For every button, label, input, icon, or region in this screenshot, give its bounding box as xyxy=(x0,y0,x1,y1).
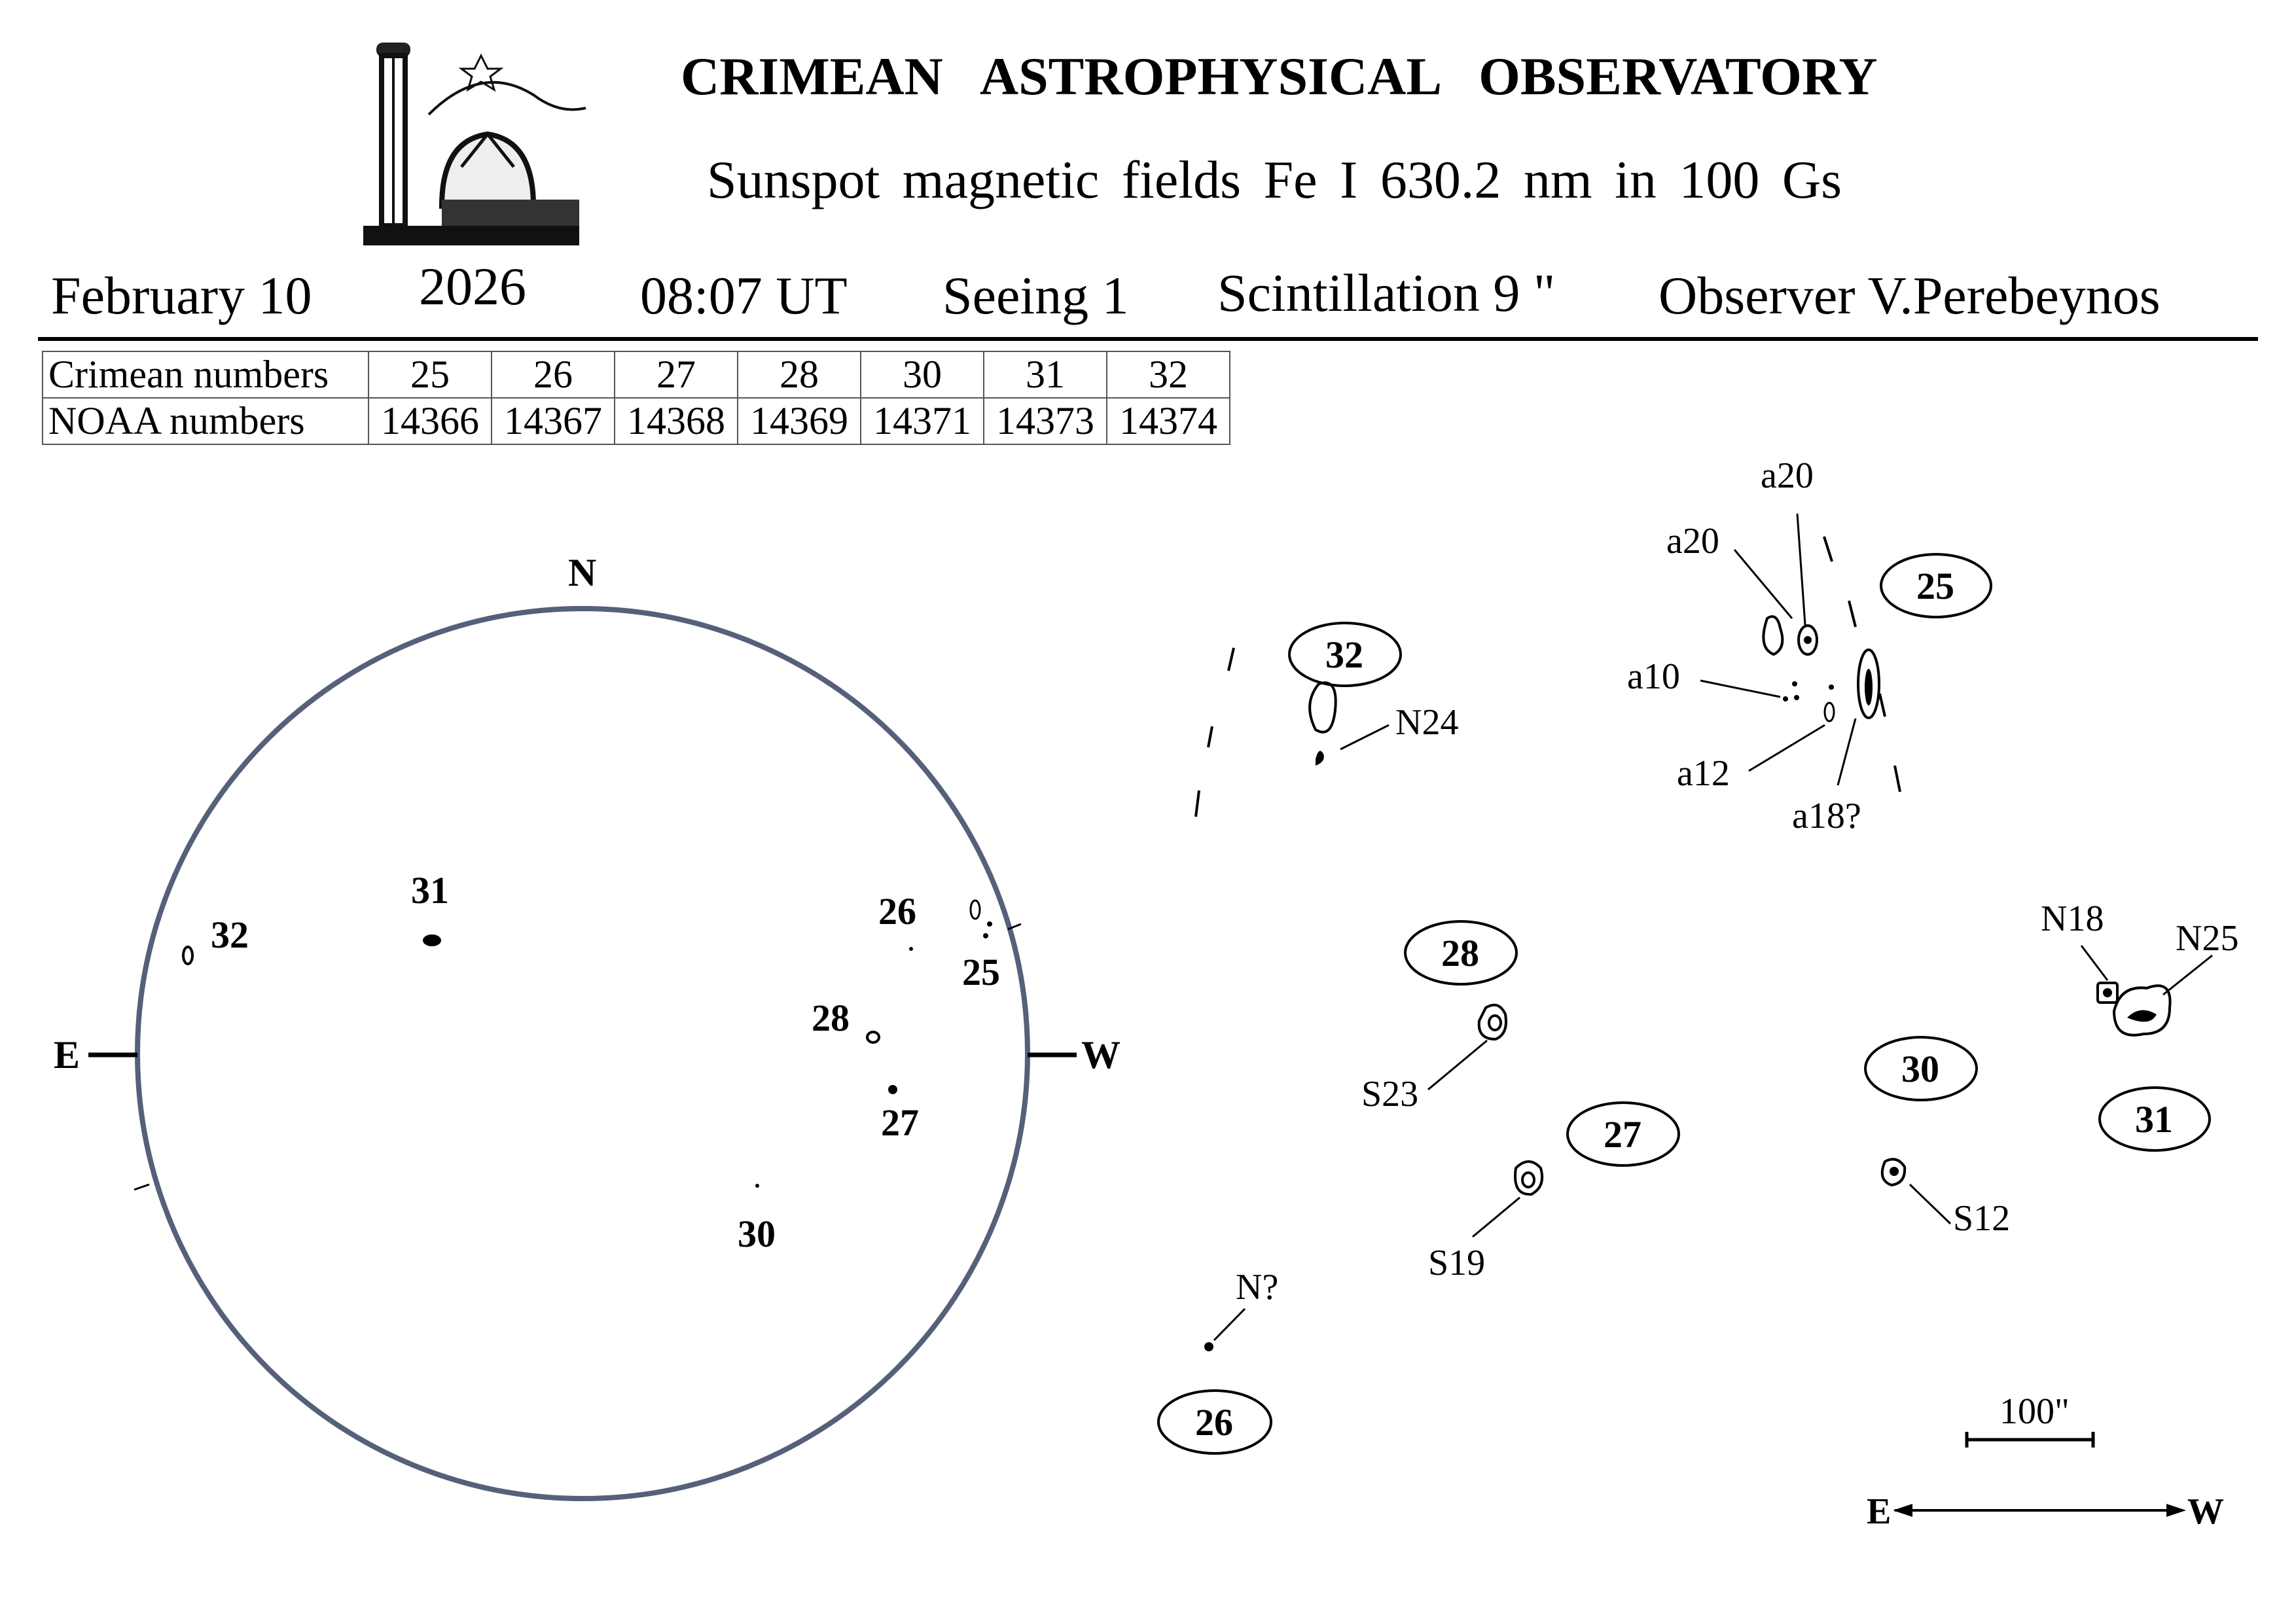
scintillation-value: Scintillation 9 " xyxy=(1217,263,1556,323)
group-number: 32 xyxy=(1325,633,1363,676)
group-32 xyxy=(1196,623,1458,817)
disk-spot-28 xyxy=(867,1032,879,1042)
solar-disk xyxy=(54,551,1121,1499)
observation-time: 08:07 UT xyxy=(640,266,848,325)
crimean-number: 27 xyxy=(615,351,738,398)
leader-line xyxy=(1700,681,1780,697)
spot-contour xyxy=(1825,703,1834,721)
disk-spot-32 xyxy=(183,947,192,964)
group-31 xyxy=(2041,898,2238,1150)
limb-arc xyxy=(1824,537,1900,792)
spot-umbra xyxy=(1316,751,1324,766)
field-label: a20 xyxy=(1761,455,1814,496)
spot-umbra xyxy=(1489,1016,1501,1030)
crimean-number: 31 xyxy=(984,351,1107,398)
disk-spot-27 xyxy=(888,1085,897,1094)
crimean-number: 30 xyxy=(861,351,984,398)
field-label: a12 xyxy=(1677,753,1730,794)
field-label: S12 xyxy=(1953,1198,2011,1239)
field-label: S19 xyxy=(1428,1243,1486,1283)
disk-limb xyxy=(137,609,1028,1499)
limb-arc xyxy=(1196,648,1234,817)
crimean-number: 26 xyxy=(492,351,615,398)
leader-line xyxy=(1428,1040,1487,1090)
noaa-number: 14366 xyxy=(368,398,492,444)
leader-line xyxy=(1749,725,1825,771)
leader-line xyxy=(1340,725,1389,749)
spot-dot xyxy=(1794,695,1799,700)
arrow-east-label: E xyxy=(1867,1491,1892,1532)
group-number: 28 xyxy=(1441,932,1479,974)
spot-umbra xyxy=(1804,636,1812,644)
spot-dot xyxy=(1783,696,1788,702)
group-number: 31 xyxy=(2135,1098,2173,1141)
west-label: W xyxy=(1081,1033,1121,1076)
disk-label-27: 27 xyxy=(881,1101,919,1144)
noaa-number: 14373 xyxy=(984,398,1107,444)
disk-spot-25c xyxy=(983,933,988,938)
spot-umbra xyxy=(1865,669,1873,705)
leader-line xyxy=(2081,946,2108,980)
north-label: N xyxy=(568,551,597,594)
group-25 xyxy=(1627,455,1991,836)
disk-label-25: 25 xyxy=(962,951,1000,993)
spot-contour xyxy=(1763,616,1782,654)
group-26 xyxy=(1158,1267,1278,1453)
disk-spot-26 xyxy=(909,947,913,951)
observation-date: February 10 xyxy=(51,266,312,325)
disk-spot-25b xyxy=(987,921,992,927)
observer-name: Observer V.Perebeynos xyxy=(1659,266,2161,325)
group-27 xyxy=(1428,1103,1679,1283)
leader-line xyxy=(1473,1198,1520,1237)
disk-label-26: 26 xyxy=(878,890,916,933)
leader-line xyxy=(1214,1309,1245,1340)
chart-subtitle: Sunspot magnetic fields Fe I 630.2 nm in 100 Gs xyxy=(707,150,1842,209)
field-label: N? xyxy=(1236,1267,1279,1307)
spot-umbra xyxy=(2103,988,2112,997)
disk-spot-25 xyxy=(971,900,980,919)
field-label: N18 xyxy=(2041,898,2104,939)
field-label: a18? xyxy=(1792,796,1861,836)
scale-label: 100" xyxy=(2000,1391,2070,1432)
field-label: a10 xyxy=(1627,656,1680,697)
group-number: 25 xyxy=(1916,565,1954,607)
spot-dot xyxy=(1204,1342,1213,1351)
arrow-head-west xyxy=(2166,1504,2186,1517)
disk-label-30: 30 xyxy=(738,1213,776,1255)
crimean-number: 25 xyxy=(368,351,492,398)
noaa-number: 14369 xyxy=(738,398,861,444)
leader-line xyxy=(1838,719,1856,785)
scale-bar xyxy=(1967,1391,2093,1448)
group-number: 27 xyxy=(1604,1113,1641,1156)
field-label: N24 xyxy=(1395,702,1459,743)
east-label: E xyxy=(54,1033,81,1076)
disk-spot-31 xyxy=(423,934,441,946)
spot-umbra xyxy=(1522,1173,1534,1187)
spot-dot xyxy=(1829,684,1834,690)
leader-line xyxy=(1734,550,1792,618)
group-number: 26 xyxy=(1195,1401,1233,1444)
crimean-number: 28 xyxy=(738,351,861,398)
arrow-west-label: W xyxy=(2187,1491,2224,1532)
noaa-number: 14367 xyxy=(492,398,615,444)
orientation-arrow xyxy=(1867,1491,2224,1532)
leader-line xyxy=(2163,955,2212,995)
field-label: S23 xyxy=(1361,1074,1419,1114)
observatory-title: CRIMEAN ASTROPHYSICAL OBSERVATORY xyxy=(681,46,1878,106)
noaa-numbers-label: NOAA numbers xyxy=(43,398,368,444)
field-label: N25 xyxy=(2176,918,2239,959)
arrow-head-east xyxy=(1893,1504,1912,1517)
seeing-value: Seeing 1 xyxy=(942,266,1129,325)
crimean-number: 32 xyxy=(1107,351,1230,398)
limb-mark xyxy=(134,1184,149,1190)
noaa-number: 14374 xyxy=(1107,398,1230,444)
disk-spot-30 xyxy=(755,1184,759,1188)
spot-umbra xyxy=(1890,1167,1899,1176)
group-28 xyxy=(1361,921,1516,1114)
noaa-number: 14371 xyxy=(861,398,984,444)
observation-year: 2026 xyxy=(419,257,526,316)
group-number: 30 xyxy=(1901,1048,1939,1090)
spot-contour xyxy=(1310,683,1336,732)
noaa-number: 14368 xyxy=(615,398,738,444)
spot-contour xyxy=(1515,1162,1542,1194)
field-label: a20 xyxy=(1666,521,1719,561)
disk-label-28: 28 xyxy=(812,997,850,1039)
disk-label-31: 31 xyxy=(411,869,449,912)
spot-dot xyxy=(1792,681,1797,686)
disk-label-32: 32 xyxy=(211,914,249,956)
spot-umbra xyxy=(2127,1010,2157,1022)
leader-line xyxy=(1797,514,1805,625)
group-30 xyxy=(1865,1037,2010,1239)
crimean-numbers-label: Crimean numbers xyxy=(43,351,368,398)
leader-line xyxy=(1910,1184,1950,1224)
